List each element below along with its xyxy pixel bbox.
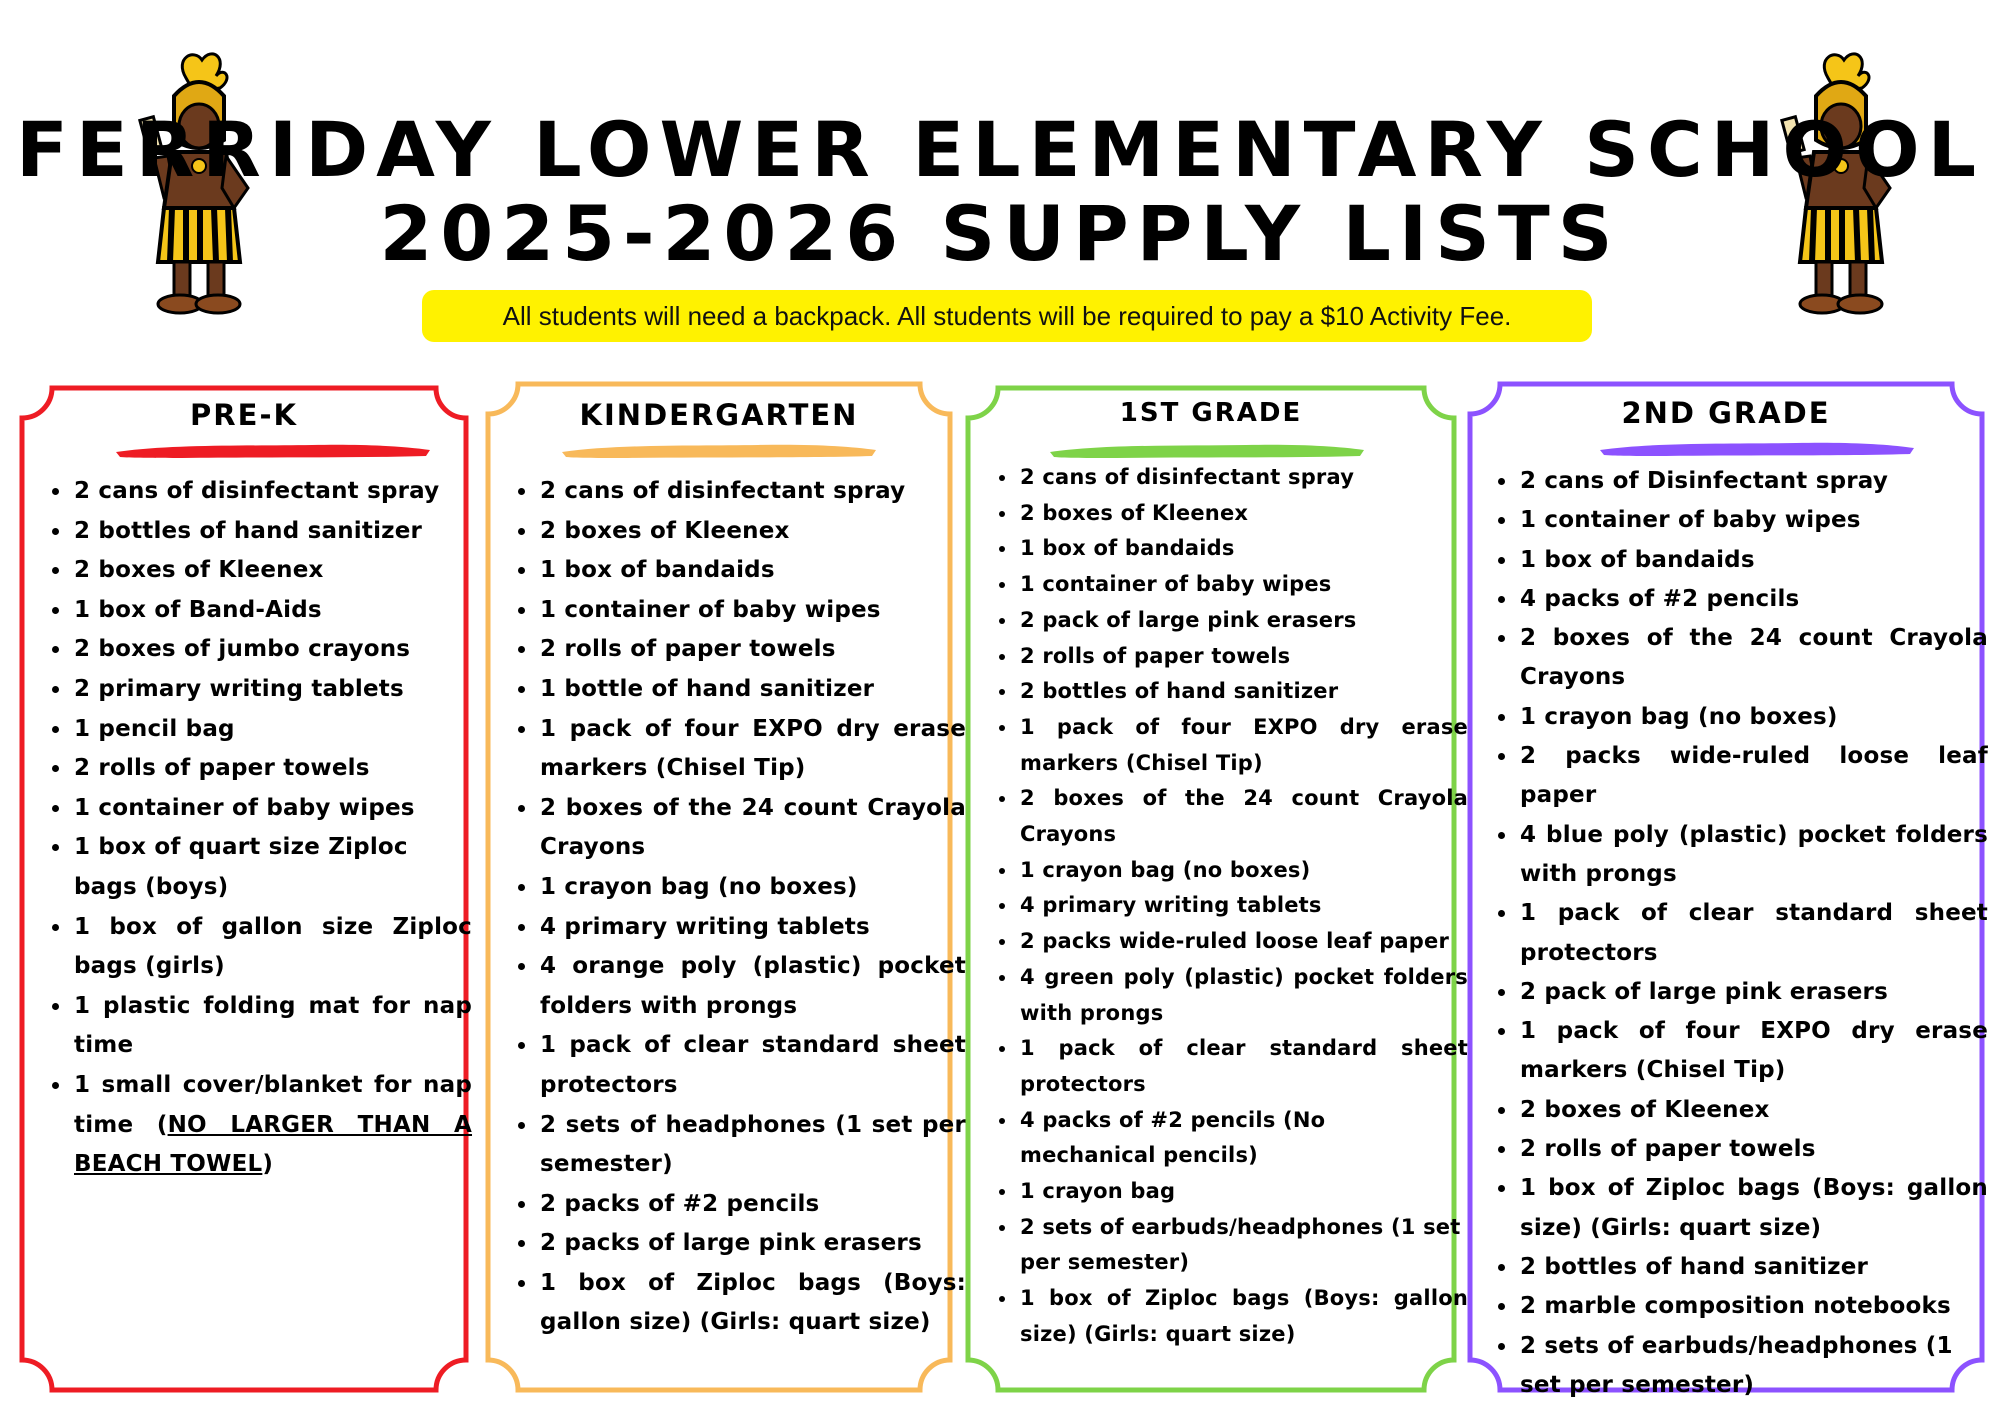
list-item: • 2 packs of large pink erasers: [538, 1224, 966, 1264]
list-item: • 1 crayon bag (no boxes): [1518, 698, 1988, 737]
list-item: • 2 primary writing tablets: [72, 670, 472, 710]
list-item: • 4 primary writing tablets: [538, 908, 966, 948]
list-item: • 2 boxes of Kleenex: [538, 512, 966, 552]
second-grade-panel: [1466, 380, 1988, 1398]
list-item: • 1 container of baby wipes: [1018, 567, 1468, 603]
page-title: FERRIDAY LOWER ELEMENTARY SCHOOL: [15, 105, 1985, 194]
list-item: • 1 pencil bag: [72, 710, 472, 750]
list-item: • 2 boxes of Kleenex: [1518, 1091, 1988, 1130]
list-item: • 1 plastic folding mat for nap time: [72, 987, 472, 1066]
list-item: • 1 box of bandaids: [538, 551, 966, 591]
list-item: • 2 sets of earbuds/headphones (1 set per semester): [1018, 1210, 1468, 1281]
list-item: • 2 rolls of paper towels: [538, 630, 966, 670]
list-item: • 1 box of bandaids: [1018, 531, 1468, 567]
list-item: • 2 packs wide-ruled loose leaf paper: [1518, 737, 1988, 816]
prek-panel: [18, 384, 473, 1394]
first-grade-panel: [964, 384, 1468, 1394]
list-item: • 1 box of Ziploc bags (Boys: gallon size) (Girls: quart size): [1518, 1169, 1988, 1248]
first-grade-title: 1ST GRADE: [1119, 398, 1303, 428]
list-item: • 1 container of baby wipes: [72, 789, 472, 829]
list-item: • 2 pack of large pink erasers: [1518, 973, 1988, 1012]
list-item: • 2 boxes of jumbo crayons: [72, 630, 472, 670]
list-item: • 1 pack of four EXPO dry erase markers (Chisel Tip): [538, 710, 966, 789]
item-text: ): [262, 1151, 274, 1178]
second-grade-title: 2ND GRADE: [1621, 396, 1831, 430]
underlined-note: NO LARGER THAN A BEACH TOWEL: [74, 1111, 473, 1178]
list-item: • 2 cans of disinfectant spray: [1018, 460, 1468, 496]
kindergarten-brush-underline: [558, 440, 880, 462]
list-item: • 4 orange poly (plastic) pocket folders with prongs: [538, 947, 966, 1026]
list-item: • 2 sets of headphones (1 set per semester): [538, 1106, 966, 1185]
list-item: • 2 cans of disinfectant spray: [72, 472, 472, 512]
list-item: • 2 rolls of paper towels: [1018, 639, 1468, 675]
list-item: • 2 bottles of hand sanitizer: [1018, 674, 1468, 710]
list-item: • 2 boxes of Kleenex: [1018, 496, 1468, 532]
prek-supply-list: [40, 472, 472, 1185]
item-text: 1 small cover/blanket for nap time (: [74, 1071, 472, 1138]
list-item: • 2 boxes of Kleenex: [72, 551, 472, 591]
kindergarten-panel: [484, 380, 966, 1394]
list-item: • 4 blue poly (plastic) pocket folders with prongs: [1518, 816, 1988, 895]
list-item: • 1 box of gallon size Ziploc bags (girls): [72, 908, 472, 987]
list-item: • 2 marble composition notebooks: [1518, 1287, 1988, 1326]
list-item: • 1 crayon bag: [1018, 1174, 1468, 1210]
list-item: • 1 pack of clear standard sheet protectors: [1018, 1031, 1468, 1102]
list-item: • 2 packs of #2 pencils: [538, 1185, 966, 1225]
notice-banner: All students will need a backpack. All students will be required to pay a $10 Activity Fee.: [422, 290, 1592, 342]
list-item: • 4 packs of #2 pencils: [1518, 580, 1988, 619]
list-item: • 4 packs of #2 pencils (No mechanical pencils): [1018, 1103, 1468, 1174]
page-subtitle: 2025-2026 SUPPLY LISTS: [379, 189, 1621, 278]
list-item: • 4 green poly (plastic) pocket folders with prongs: [1018, 960, 1468, 1031]
list-item: • 1 box of bandaids: [1518, 541, 1988, 580]
list-item: • 1 pack of clear standard sheet protectors: [1518, 894, 1988, 973]
prek-title: PRE-K: [190, 398, 298, 432]
list-item: • 1 container of baby wipes: [1518, 501, 1988, 540]
list-item: • 2 boxes of the 24 count Crayola Crayons: [1518, 619, 1988, 698]
list-item: • 2 rolls of paper towels: [72, 749, 472, 789]
list-item: • 2 boxes of the 24 count Crayola Crayons: [538, 789, 966, 868]
list-item: • 2 packs wide-ruled loose leaf paper: [1018, 924, 1468, 960]
list-item: • 2 cans of Disinfectant spray: [1518, 462, 1988, 501]
list-item: • 2 rolls of paper towels: [1518, 1130, 1988, 1169]
list-item: • 1 box of Ziploc bags (Boys: gallon size) (Girls: quart size): [538, 1264, 966, 1343]
list-item: • 1 box of Ziploc bags (Boys: gallon size) (Girls: quart size): [1018, 1281, 1468, 1352]
second-grade-supply-list: [1486, 462, 1988, 1405]
list-item: • 1 pack of four EXPO dry erase markers (Chisel Tip): [1018, 710, 1468, 781]
second-grade-brush-underline: [1596, 438, 1918, 460]
list-item: • 1 crayon bag (no boxes): [1018, 853, 1468, 889]
list-item: • 1 crayon bag (no boxes): [538, 868, 966, 908]
list-item: • 1 bottle of hand sanitizer: [538, 670, 966, 710]
first-grade-supply-list: [986, 460, 1468, 1353]
list-item: • 1 pack of four EXPO dry erase markers (Chisel Tip): [1518, 1012, 1988, 1091]
prek-brush-underline: [112, 440, 434, 462]
list-item: • 4 primary writing tablets: [1018, 888, 1468, 924]
list-item: • 1 container of baby wipes: [538, 591, 966, 631]
kindergarten-title: KINDERGARTEN: [579, 398, 859, 432]
list-item: • 2 bottles of hand sanitizer: [72, 512, 472, 552]
list-item: • 2 pack of large pink erasers: [1018, 603, 1468, 639]
list-item: [72, 1066, 472, 1185]
kindergarten-supply-list: [506, 472, 966, 1343]
list-item: • 1 pack of clear standard sheet protectors: [538, 1026, 966, 1105]
list-item: • 1 box of quart size Ziploc bags (boys): [72, 828, 472, 907]
first-grade-brush-underline: [1046, 440, 1368, 462]
list-item: • 2 bottles of hand sanitizer: [1518, 1248, 1988, 1287]
list-item: • 2 cans of disinfectant spray: [538, 472, 966, 512]
list-item: • 2 boxes of the 24 count Crayola Crayons: [1018, 781, 1468, 852]
list-item: • 1 box of Band-Aids: [72, 591, 472, 631]
list-item: • 2 sets of earbuds/headphones (1 set per semester): [1518, 1327, 1988, 1406]
